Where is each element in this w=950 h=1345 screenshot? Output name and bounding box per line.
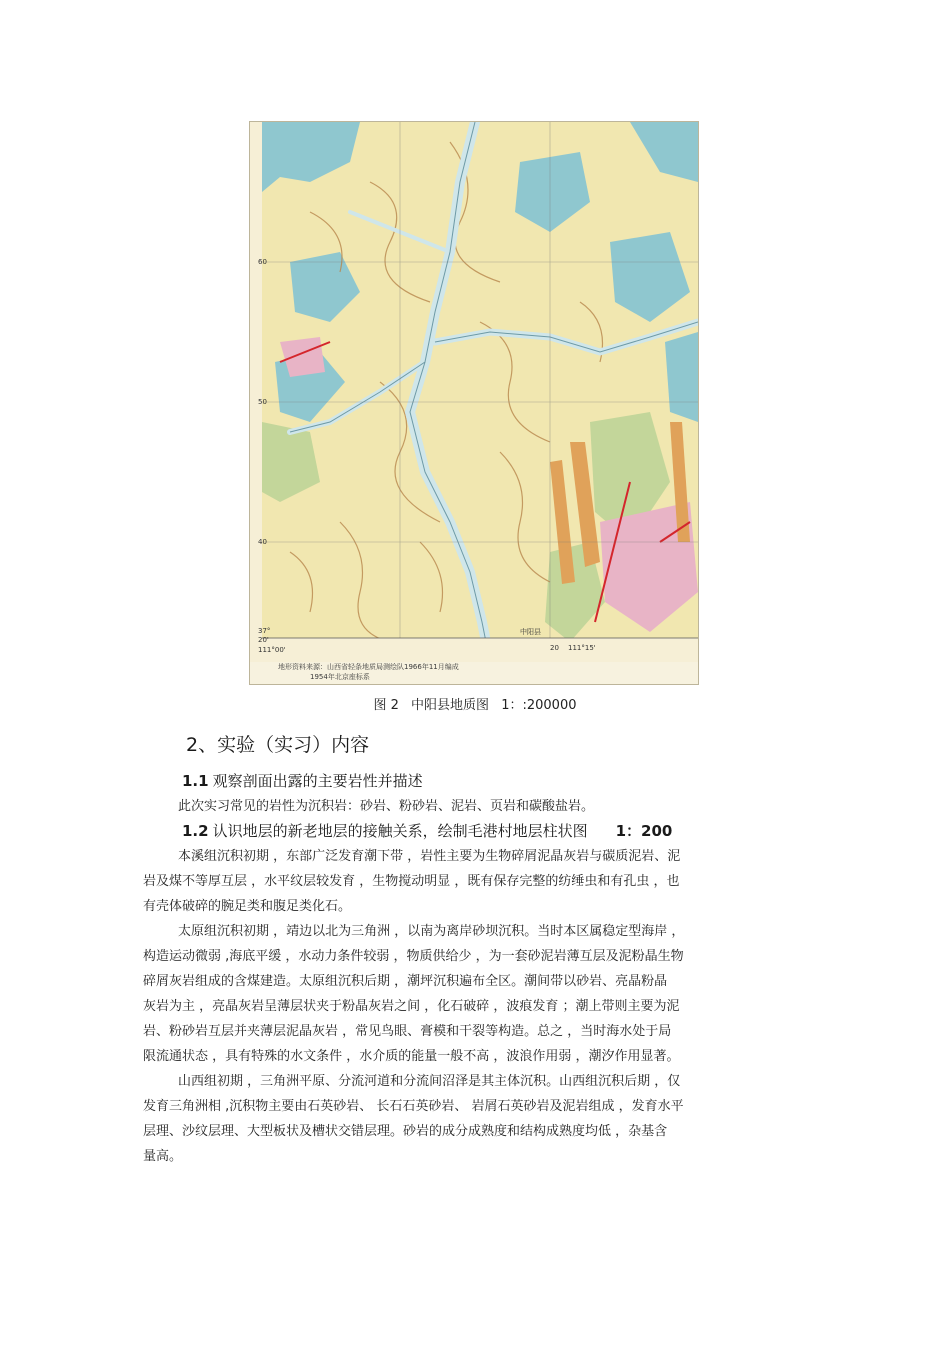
section-heading: 2、实验（实习）内容: [186, 734, 370, 756]
paragraph-3-line-2: 发育三角洲相 ,沉积物主要由石英砂岩、 长石石英砂岩、 岩屑石英砂岩及泥岩组成 ，发育水平: [143, 1099, 684, 1114]
paragraph-2-line-2: 构造运动微弱 ,海底平缓 ，水动力条件较弱 ，物质供给少 ，为一套砂泥岩薄互层及泥粉晶生物: [143, 949, 684, 964]
geological-map-figure: [249, 121, 699, 685]
paragraph-2-line-5: 岩、粉砂岩互层并夹薄层泥晶灰岩 ，常见鸟眼、膏模和干裂等构造。总之 ，当时海水处于局: [143, 1024, 672, 1039]
sub1-text: 此次实习常见的岩性为沉积岩：砂岩、粉砂岩、泥岩、页岩和碳酸盐岩。: [178, 799, 595, 814]
figure-caption-title: 中阳县地质图: [411, 698, 490, 713]
map-source-note: [250, 662, 698, 684]
map-bottom-label-lon: 111°15': [568, 644, 596, 652]
subheading-1-1-number: 1.1: [182, 772, 209, 790]
paragraph-2-line-1: 太原组沉积初期 ，靖边以北为三角洲 ，以南为离岸砂坝沉积。当时本区属稳定型海岸 ，: [178, 924, 685, 939]
subheading-1-1-title: 观察剖面出露的主要岩性并描述: [212, 772, 423, 790]
figure-caption-scale: 1：:200000: [501, 698, 577, 713]
paragraph-2-line-6: 限流通状态 ，具有特殊的水文条件 ，水介质的能量一般不高 ，波浪作用弱 ，潮汐作用显著。: [143, 1049, 680, 1064]
map-left-label-lat: 37°: [258, 627, 271, 635]
figure-caption: [0, 694, 950, 713]
paragraph-2-line-4: 灰岩为主 ，亮晶灰岩呈薄层状夹于粉晶灰岩之间 ，化石破碎 ，波痕发育 ；潮上带则主要为泥: [143, 999, 680, 1014]
subheading-1-2-scale: 1：200: [615, 822, 673, 840]
map-bottom-label-20: 20: [550, 644, 559, 652]
paragraph-3-line-3: 层理、沙纹层理、大型板状及槽状交错层理。砂岩的成分成熟度和结构成熟度均低 ，杂基含: [143, 1124, 668, 1139]
paragraph-1-line-3: 有壳体破碎的腕足类和腹足类化石。: [143, 899, 352, 914]
subheading-1-2-title: 认识地层的新老地层的接触关系，绘制毛港村地层柱状图: [212, 822, 588, 840]
subheading-1-2-number: 1.2: [182, 822, 209, 840]
geological-map-image: [250, 122, 698, 662]
map-left-label-lon: 111°00': [258, 646, 286, 654]
paragraph-1-line-2: 岩及煤不等厚互层 ，水平纹层较发育 ，生物搅动明显 ，既有保存完整的纺缍虫和有孔虫 ，也: [143, 874, 680, 889]
subheading-1-2: [182, 820, 672, 841]
paragraph-2-line-3: 碎屑灰岩组成的含煤建造。太原组沉积后期 ，潮坪沉积遍布全区。潮间带以砂岩、亮晶粉晶: [143, 974, 668, 989]
subheading-1-1: [182, 770, 423, 791]
map-source-line2: 1954年北京座标系: [310, 673, 370, 681]
map-left-label-60: 60: [258, 258, 267, 266]
paragraph-1-line-1: 本溪组沉积初期 ，东部广泛发育潮下带 ，岩性主要为生物碎屑泥晶灰岩与碳质泥岩、泥: [178, 849, 681, 864]
map-left-label-min: 20': [258, 636, 269, 644]
map-left-label-40: 40: [258, 538, 267, 546]
map-town-label: 中阳县: [520, 628, 541, 636]
figure-caption-label: 图 2: [373, 698, 399, 713]
map-left-label-50: 50: [258, 398, 267, 406]
map-source-line1: 地形资料来源：山西省轻条地质局测绘队1966年11月编成: [278, 663, 459, 671]
paragraph-3-line-4: 量高。: [143, 1149, 183, 1164]
paragraph-3-line-1: 山西组初期 ，三角洲平原、分流河道和分流间沼泽是其主体沉积。山西组沉积后期 ，仅: [178, 1074, 681, 1089]
